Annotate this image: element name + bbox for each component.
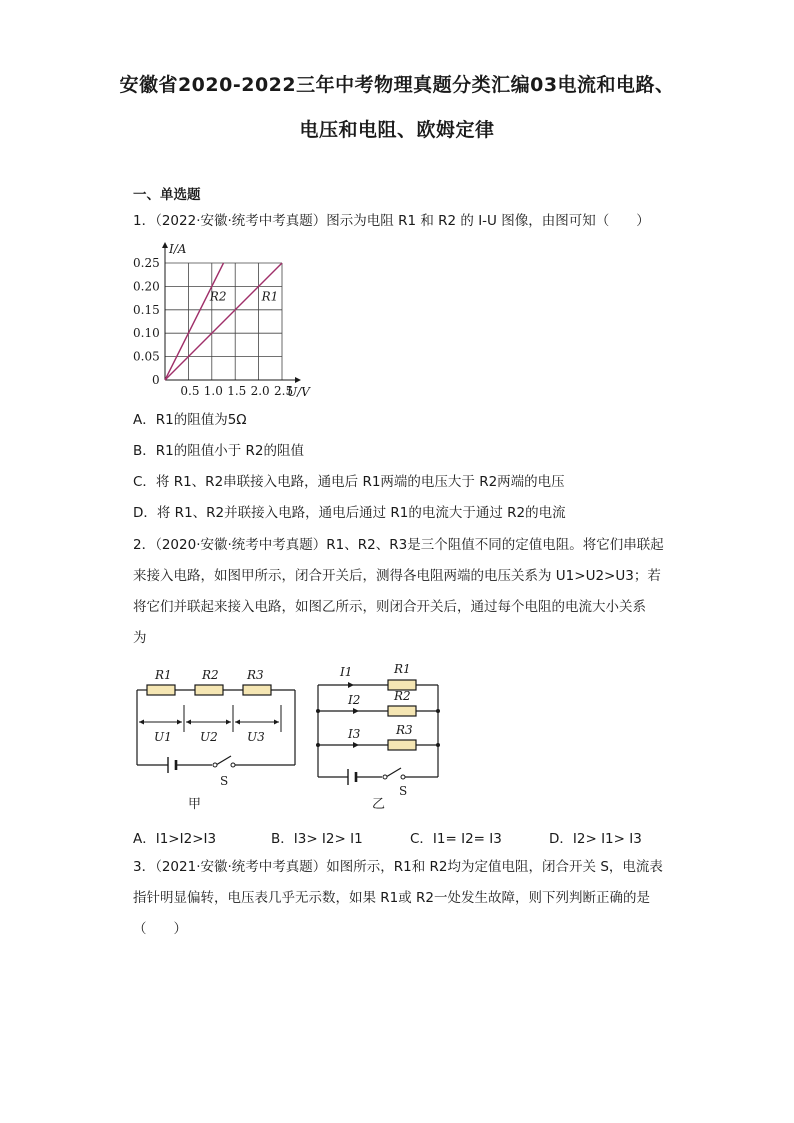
label-u1: U1 — [154, 730, 172, 744]
series-line-r1 — [165, 263, 282, 380]
x-tick-label: 1.5 — [227, 384, 247, 398]
x-axis-label: U/V — [287, 385, 310, 399]
y-axis-label: I/A — [169, 242, 187, 256]
label-i2: I2 — [348, 693, 361, 707]
q1-option-b[interactable]: B．R1的阻值小于 R2的阻值 — [133, 443, 304, 459]
q2-line4: 为 — [133, 630, 147, 646]
q2-option-b[interactable]: B．I3> I2> I1 — [271, 831, 363, 847]
label-r1: R1 — [155, 668, 172, 682]
resistor-r2 — [195, 685, 223, 695]
q1-option-a[interactable]: A．R1的阻值为5Ω — [133, 412, 247, 428]
series-label-r1: R1 — [261, 289, 279, 304]
q3-line1 — [133, 857, 663, 877]
label-r2: R2 — [202, 668, 219, 682]
q3-line3: （ ） — [133, 921, 187, 937]
x-tick-label: 2.0 — [250, 384, 270, 398]
y-tick-label: 0.25 — [133, 256, 160, 270]
label-switch-s: S — [220, 774, 229, 788]
resistor-r3 — [243, 685, 271, 695]
q1-text: 图示为电阻 R1 和 R2 的 I-U 图像，由图可知（ ） — [326, 213, 650, 229]
circuit-jia — [130, 660, 310, 810]
caption-jia: 甲 — [188, 797, 202, 810]
q2-line2: 来接入电路，如图甲所示，闭合开关后，测得各电阻两端的电压关系为 U1>U2>U3；若 — [133, 568, 661, 584]
label-i1: I1 — [340, 665, 353, 679]
label-r3: R3 — [396, 723, 413, 737]
label-i3: I3 — [348, 727, 361, 741]
resistor-r1 — [147, 685, 175, 695]
q3-text-1: 如图所示，R1和 R2均为定值电阻，闭合开关 S，电流表 — [326, 859, 663, 875]
label-switch-s: S — [399, 784, 408, 798]
q2-text-1: R1、R2、R3是三个阻值不同的定值电阻。将它们串联起 — [326, 537, 664, 553]
q2-number: 2． — [133, 537, 156, 553]
y-tick-label: 0.10 — [133, 326, 160, 341]
section-heading: 一、单选题 — [133, 187, 201, 203]
q3-line2: 指针明显偏转，电压表几乎无示数，如果 R1或 R2一处发生故障，则下列判断正确的是 — [133, 890, 651, 906]
q2-option-d[interactable]: D．I2> I1> I3 — [549, 831, 642, 847]
y-tick-label: 0.20 — [133, 279, 160, 294]
label-r2: R2 — [394, 689, 411, 703]
x-axis-arrow — [295, 377, 301, 383]
resistor-r3 — [388, 740, 416, 750]
series-line-r2 — [165, 263, 224, 380]
iu-chart — [132, 225, 332, 400]
y-axis-arrow — [162, 242, 168, 248]
origin-label: 0 — [152, 373, 160, 387]
q2-line1 — [133, 535, 664, 555]
series-label-r2: R2 — [209, 289, 227, 304]
q1-source: （2022·安徽·统考中考真题） — [155, 213, 327, 229]
q1-option-d[interactable]: D．将 R1、R2并联接入电路，通电后通过 R1的电流大于通过 R2的电流 — [133, 505, 566, 521]
label-r1: R1 — [394, 662, 411, 676]
label-r3: R3 — [247, 668, 264, 682]
q1-number: 1． — [133, 213, 156, 229]
y-tick-label: 0.05 — [133, 349, 160, 364]
q1-option-c[interactable]: C．将 R1、R2串联接入电路，通电后 R1两端的电压大于 R2两端的电压 — [133, 474, 565, 490]
q2-source: （2020·安徽·统考中考真题） — [155, 537, 327, 553]
document-title-line2: 电压和电阻、欧姆定律 — [299, 119, 495, 141]
resistor-r2 — [388, 706, 416, 716]
label-u2: U2 — [200, 730, 218, 744]
label-u3: U3 — [247, 730, 265, 744]
circuit-yi — [312, 660, 457, 810]
x-tick-label: 0.5 — [180, 384, 200, 398]
x-tick-label: 1.0 — [203, 384, 223, 398]
y-tick-label: 0.15 — [133, 302, 160, 317]
q2-line3: 将它们并联起来接入电路，如图乙所示，则闭合开关后，通过每个电阻的电流大小关系 — [133, 599, 646, 615]
q3-number: 3． — [133, 859, 156, 875]
x-tick-label: 2.5 — [274, 384, 294, 398]
caption-yi: 乙 — [372, 797, 386, 810]
q3-source: （2021·安徽·统考中考真题） — [155, 859, 327, 875]
q2-option-c[interactable]: C．I1= I2= I3 — [410, 831, 502, 847]
q2-option-a[interactable]: A．I1>I2>I3 — [133, 831, 217, 847]
document-title-line1: 安徽省2020-2022三年中考物理真题分类汇编03电流和电路、 — [119, 74, 675, 96]
